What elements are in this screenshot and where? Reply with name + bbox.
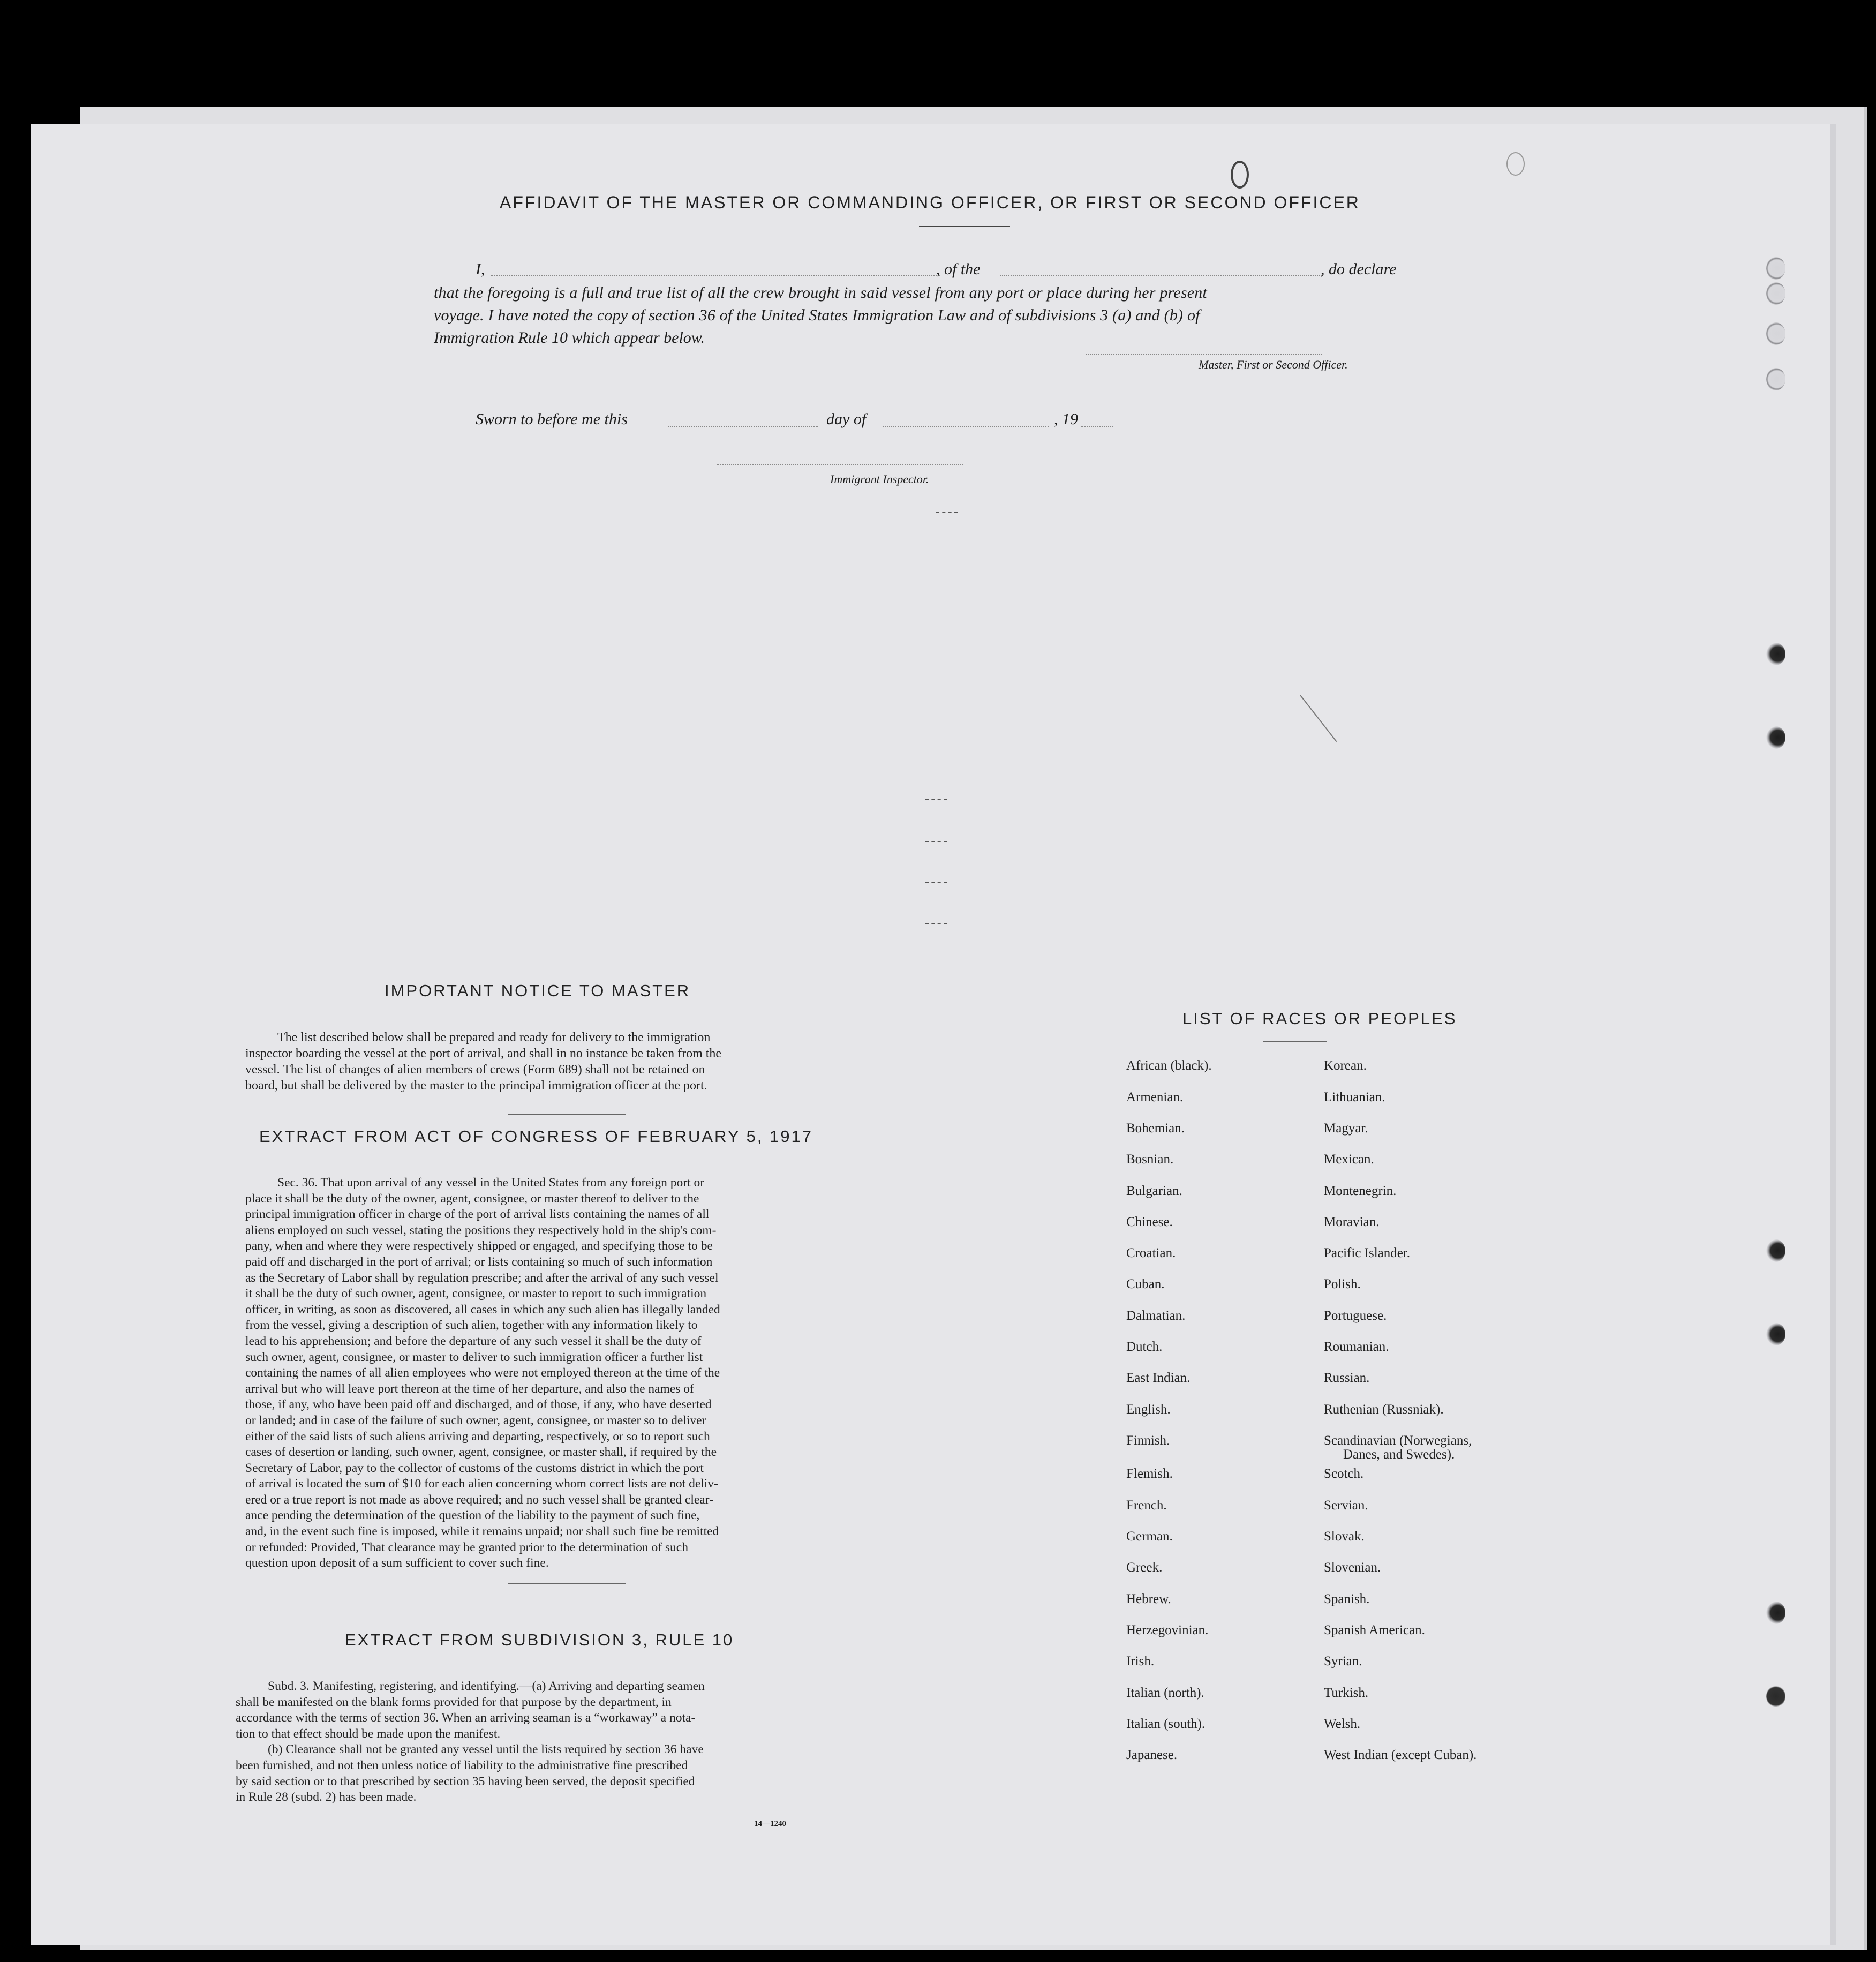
- rule-body: [236, 1679, 852, 1806]
- notice-line: vessel. The list of changes of alien members of crews (Form 689) shall not be retained on: [245, 1063, 705, 1077]
- dash-mark: [925, 841, 947, 843]
- punch-hole: [1766, 322, 1785, 345]
- act-line: of arrival is located the sum of $10 for each alien concerning whom correct lists are not deliv-: [245, 1477, 718, 1491]
- act-line: as the Secretary of Labor shall by regulation prescribe; and after the arrival of any such vessel: [245, 1271, 719, 1285]
- master-signature-field[interactable]: [1086, 354, 1322, 355]
- punch-hole: [1766, 1239, 1785, 1262]
- act-line: ance pending the determination of the question of the liability to the payment of such fine,: [245, 1508, 700, 1523]
- race-item: Montenegrin.: [1324, 1184, 1397, 1198]
- race-item: Dutch.: [1126, 1340, 1163, 1354]
- race-item: Slovenian.: [1324, 1560, 1381, 1575]
- act-line: cases of desertion or landing, such owner, agent, consignee, or master shall, if required by the: [245, 1445, 717, 1460]
- affidavit-line-4: Immigration Rule 10 which appear below.: [434, 329, 705, 347]
- dash-mark: [925, 923, 947, 926]
- rule-line: tion to that effect should be made upon the manifest.: [236, 1726, 501, 1741]
- race-item: Moravian.: [1324, 1215, 1380, 1229]
- race-item: Bosnian.: [1126, 1152, 1174, 1167]
- dash-mark: [936, 512, 958, 514]
- notice-line: The list described below shall be prepared and ready for delivery to the immigration: [277, 1031, 711, 1044]
- race-item: Portuguese.: [1324, 1309, 1387, 1323]
- act-line: containing the names of all alien employees who were not employed thereon at the time of the: [245, 1366, 720, 1380]
- race-item: Lithuanian.: [1324, 1090, 1385, 1104]
- act-line: officer, in writing, as soon as discovered, all cases in which any such alien has illegally landed: [245, 1302, 720, 1317]
- punch-hole: [1766, 643, 1785, 665]
- race-item: German.: [1126, 1529, 1173, 1544]
- race-item: Turkish.: [1324, 1686, 1369, 1700]
- sworn-month-field[interactable]: [883, 426, 1049, 427]
- affidavit-i: I,: [476, 260, 485, 278]
- punch-hole: [1766, 1323, 1785, 1345]
- race-item: West Indian (except Cuban).: [1324, 1748, 1477, 1762]
- race-item: Polish.: [1324, 1277, 1361, 1291]
- race-item: Scandinavian (Norwegians,: [1324, 1433, 1472, 1448]
- act-rule: [508, 1583, 626, 1584]
- act-line: paid off and discharged in the port of arrival; or lists containing so much of such information: [245, 1254, 713, 1269]
- act-line: principal immigration officer in charge of the port of arrival lists containing the names of all: [245, 1207, 710, 1222]
- races-title: LIST OF RACES OR PEOPLES: [1182, 1009, 1457, 1028]
- race-item: Korean.: [1324, 1058, 1367, 1073]
- rule-line: accordance with the terms of section 36. When an arriving seaman is a “workaway” a nota-: [236, 1711, 696, 1725]
- race-item: Mexican.: [1324, 1152, 1374, 1167]
- race-item: Servian.: [1324, 1498, 1368, 1513]
- race-item: French.: [1126, 1498, 1167, 1513]
- act-line: and, in the event such fine is imposed, while it remains unpaid; nor shall such fine be remitted: [245, 1524, 719, 1539]
- race-item: Italian (north).: [1126, 1686, 1204, 1700]
- race-item: Roumanian.: [1324, 1340, 1389, 1354]
- race-item: Italian (south).: [1126, 1717, 1206, 1731]
- race-item: Irish.: [1126, 1654, 1155, 1668]
- sworn-day-field[interactable]: [668, 426, 818, 427]
- race-item: Hebrew.: [1126, 1592, 1171, 1606]
- act-line: arrival but who will leave port thereon at the time of her departure, and also the names of: [245, 1381, 694, 1396]
- top-ink-mark: [1231, 161, 1249, 189]
- race-item: Herzegovinian.: [1126, 1623, 1209, 1637]
- punch-hole: [1766, 368, 1785, 390]
- rule-line: Subd. 3. Manifesting, registering, and identifying.—(a) Arriving and departing seamen: [268, 1679, 705, 1693]
- act-line: Secretary of Labor, pay to the collector of customs of the customs district in which the port: [245, 1461, 704, 1475]
- rule-line: been furnished, and not then unless notice of liability to the administrative fine prescribed: [236, 1758, 688, 1772]
- rule-line: (b) Clearance shall not be granted any vessel until the lists required by section 36 have: [268, 1742, 704, 1757]
- notice-body: [245, 1029, 850, 1094]
- notice-rule: [508, 1114, 626, 1115]
- race-item: Japanese.: [1126, 1748, 1178, 1762]
- rule-title: EXTRACT FROM SUBDIVISION 3, RULE 10: [345, 1630, 734, 1649]
- affidavit-line-2: that the foregoing is a full and true list of all the crew brought in said vessel from any port or place during her present: [434, 284, 1207, 302]
- punch-hole: [1766, 282, 1785, 305]
- inspector-signature-field[interactable]: [717, 464, 963, 465]
- document-page: [31, 124, 1836, 1945]
- master-name-field[interactable]: [491, 275, 940, 276]
- race-item: Cuban.: [1126, 1277, 1165, 1291]
- act-body: [245, 1175, 850, 1572]
- act-line: place it shall be the duty of the owner, agent, consignee, or master thereof to deliver to the: [245, 1191, 699, 1206]
- race-item: Ruthenian (Russniak).: [1324, 1402, 1444, 1417]
- act-line: pany, when and where they were respectively shipped or engaged, and specifying those to be: [245, 1239, 713, 1253]
- act-line: it shall be the duty of such owner, agent, consignee, or master to report to such immigration: [245, 1287, 707, 1301]
- race-item: Croatian.: [1126, 1246, 1176, 1260]
- dash-mark: [925, 882, 947, 884]
- affidavit-title: AFFIDAVIT OF THE MASTER OR COMMANDING OFFICER, OR FIRST OR SECOND OFFICER: [500, 193, 1360, 212]
- punch-hole: [1766, 257, 1785, 280]
- act-line: those, if any, who have been paid off and discharged, and of those, if any, who have deserted: [245, 1397, 712, 1412]
- race-item: Bulgarian.: [1126, 1184, 1182, 1198]
- act-line: lead to his apprehension; and before the departure of any such vessel it shall be the duty of: [245, 1334, 702, 1348]
- act-line: such owner, agent, consignee, or master to deliver to such immigration officer a further list: [245, 1350, 703, 1364]
- affidavit-line-3: voyage. I have noted the copy of section 36 of the United States Immigration Law and of subdivisions 3 (a) and (b) of: [434, 306, 1200, 324]
- punch-hole: [1766, 1685, 1785, 1708]
- act-line: Sec. 36. That upon arrival of any vessel in the United States from any foreign port or: [277, 1176, 705, 1190]
- rule-line: shall be manifested on the blank forms provided for that purpose by the department, in: [236, 1695, 672, 1709]
- punch-hole: [1766, 726, 1785, 749]
- act-title: EXTRACT FROM ACT OF CONGRESS OF FEBRUARY 5, 1917: [259, 1127, 813, 1146]
- affidavit-of-the: , of the: [936, 260, 981, 278]
- sworn-year: , 19: [1054, 410, 1078, 428]
- affidavit-title-rule: [919, 226, 1010, 227]
- affidavit-line-1: [476, 260, 485, 279]
- race-item: Spanish American.: [1324, 1623, 1425, 1637]
- race-item: Slovak.: [1324, 1529, 1365, 1544]
- act-line: aliens employed on such vessel, stating the positions they respectively hold in the ship's com-: [245, 1223, 717, 1237]
- notice-line: inspector boarding the vessel at the port of arrival, and shall in no instance be taken from the: [245, 1047, 722, 1061]
- sworn-year-field[interactable]: [1081, 426, 1113, 427]
- race-item: English.: [1126, 1402, 1171, 1417]
- act-line: ered or a true report is not made as above required; and no such vessel shall be granted clear-: [245, 1492, 713, 1507]
- race-item: Bohemian.: [1126, 1121, 1185, 1136]
- notice-line: board, but shall be delivered by the master to the principal immigration officer at the port.: [245, 1079, 707, 1093]
- race-item: African (black).: [1126, 1058, 1212, 1073]
- race-item: Scotch.: [1324, 1467, 1364, 1481]
- act-line: or landed; and in case of the failure of such owner, agent, consignee, or master so to deliver: [245, 1413, 706, 1427]
- rule-line: by said section or to that prescribed by section 35 having been served, the deposit specified: [236, 1774, 695, 1788]
- race-item: Greek.: [1126, 1560, 1163, 1575]
- race-item: Magyar.: [1324, 1121, 1368, 1136]
- stray-mark: [1300, 695, 1337, 742]
- race-item: Syrian.: [1324, 1654, 1362, 1668]
- inspector-label: Immigrant Inspector.: [830, 472, 929, 486]
- sworn-day-of: day of: [826, 410, 867, 428]
- form-number: 14—1240: [754, 1820, 786, 1828]
- act-line: or refunded: Provided, That clearance may be granted prior to the determination of such: [245, 1540, 688, 1554]
- race-item: Flemish.: [1126, 1467, 1173, 1481]
- race-item: Welsh.: [1324, 1717, 1361, 1731]
- race-item-continuation: Danes, and Swedes).: [1343, 1447, 1455, 1462]
- notice-title: IMPORTANT NOTICE TO MASTER: [385, 981, 691, 1000]
- dash-mark: [925, 799, 947, 801]
- race-item: Pacific Islander.: [1324, 1246, 1411, 1260]
- race-item: East Indian.: [1126, 1371, 1191, 1385]
- act-line: either of the said lists of such aliens arriving and departing, respectively, or so to report such: [245, 1429, 710, 1444]
- act-line: question upon deposit of a sum sufficient to cover such fine.: [245, 1556, 549, 1570]
- races-rule: [1263, 1041, 1327, 1042]
- rule-line: in Rule 28 (subd. 2) has been made.: [236, 1790, 417, 1805]
- punch-hole: [1766, 1602, 1785, 1624]
- race-item: Dalmatian.: [1126, 1309, 1186, 1323]
- top-ink-mark-right: [1506, 152, 1525, 176]
- act-line: from the vessel, giving a description of such alien, together with any information likely to: [245, 1318, 698, 1333]
- race-item: Finnish.: [1126, 1433, 1170, 1448]
- sworn-label: Sworn to before me this: [476, 410, 628, 428]
- race-item: Chinese.: [1126, 1215, 1173, 1229]
- vessel-name-field[interactable]: [1000, 275, 1322, 276]
- race-item: Armenian.: [1126, 1090, 1184, 1104]
- affidavit-do-declare: , do declare: [1321, 260, 1397, 278]
- race-item: Spanish.: [1324, 1592, 1370, 1606]
- race-item: Russian.: [1324, 1371, 1370, 1385]
- signature-label: Master, First or Second Officer.: [1199, 358, 1348, 371]
